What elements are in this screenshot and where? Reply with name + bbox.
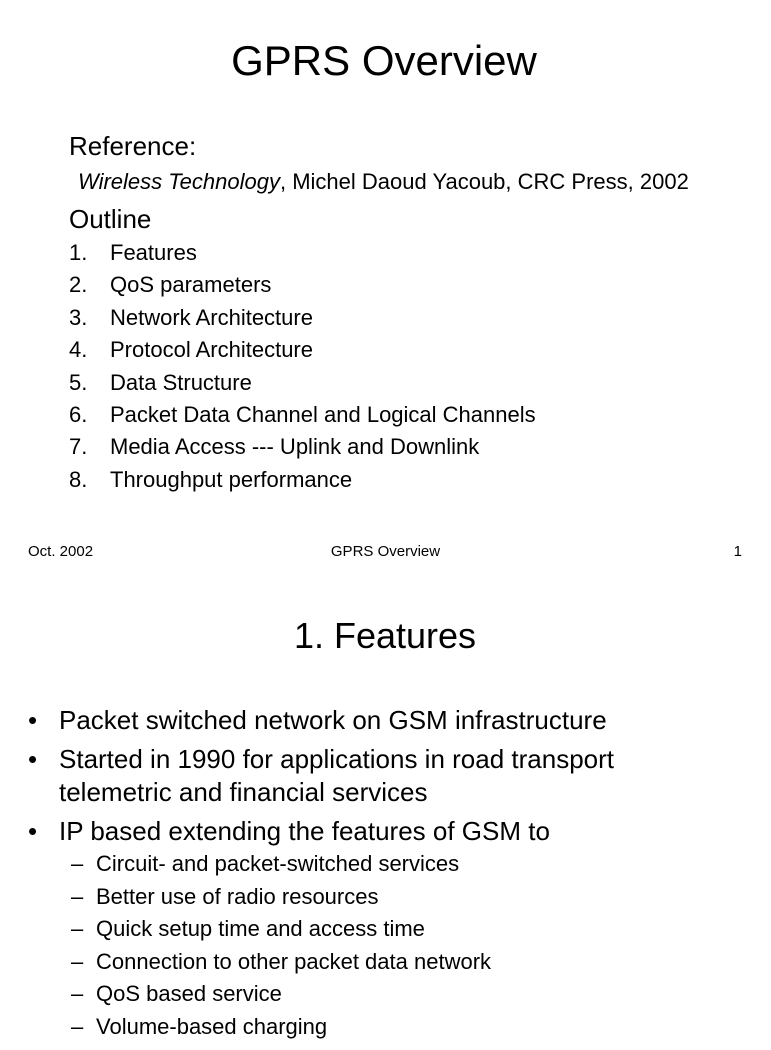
outline-text: Throughput performance: [110, 466, 353, 492]
sub-item-text: Better use of radio resources: [96, 883, 379, 909]
footer-title: GPRS Overview: [330, 543, 441, 560]
outline-item: [69, 400, 536, 432]
dash-icon: –: [71, 981, 84, 1007]
sub-item-text: Volume-based charging: [96, 1013, 328, 1039]
outline-item: [69, 368, 536, 400]
slide-2: [0, 580, 768, 1039]
bullet-text-continued: telemetric and financial services: [59, 777, 428, 807]
reference-book-title: Wireless Technology: [78, 169, 280, 194]
bullet-icon: •: [28, 744, 38, 774]
sub-item: [71, 946, 614, 979]
outline-item: [69, 432, 536, 464]
outline-list: [69, 238, 536, 497]
sub-item-text: Quick setup time and access time: [96, 916, 425, 942]
outline-item: [69, 335, 536, 367]
outline-number: 3.: [69, 304, 88, 330]
outline-text: Packet Data Channel and Logical Channels: [110, 401, 536, 427]
bullet-icon: •: [28, 816, 38, 846]
outline-text: QoS parameters: [110, 272, 272, 298]
sub-item-text: QoS based service: [96, 981, 282, 1007]
dash-icon: –: [71, 851, 84, 876]
sub-item: [71, 1011, 614, 1044]
reference-label: Reference:: [69, 131, 197, 161]
outline-item: [69, 303, 536, 335]
dash-icon: –: [71, 883, 84, 909]
dash-icon: –: [71, 1013, 84, 1039]
footer-page-number: 1: [733, 543, 742, 560]
outline-item: [69, 465, 536, 497]
outline-item: [69, 270, 536, 302]
outline-text: Data Structure: [110, 369, 252, 395]
bullet-list: [28, 704, 614, 1050]
outline-number: 8.: [69, 466, 88, 492]
sub-list: [71, 848, 614, 1044]
outline-number: 5.: [69, 369, 88, 395]
bullet-text: Packet switched network on GSM infrastructure: [59, 705, 607, 735]
reference-details: , Michel Daoud Yacoub, CRC Press, 2002: [279, 169, 689, 194]
sub-item-text: Connection to other packet data network: [96, 948, 492, 974]
bullet-icon: •: [28, 705, 38, 735]
outline-text: Features: [110, 240, 197, 265]
dash-icon: –: [71, 948, 84, 974]
sub-item: [71, 848, 614, 881]
reference-citation: [78, 168, 689, 196]
sub-item: [71, 881, 614, 914]
outline-number: 6.: [69, 401, 88, 427]
outline-number: 4.: [69, 337, 88, 363]
sub-item: [71, 978, 614, 1011]
slide-title: 1. Features: [293, 615, 477, 656]
bullet-item: [28, 815, 614, 1044]
footer-date: Oct. 2002: [28, 543, 94, 560]
bullet-text: IP based extending the features of GSM to: [59, 816, 550, 846]
outline-text: Protocol Architecture: [110, 337, 313, 363]
bullet-text: Started in 1990 for applications in road transport: [59, 744, 615, 774]
outline-number: 2.: [69, 272, 88, 298]
outline-item: [69, 238, 536, 270]
outline-text: Media Access --- Uplink and Downlink: [110, 434, 480, 460]
bullet-item: [28, 704, 614, 737]
dash-icon: –: [71, 916, 84, 942]
outline-number: 7.: [69, 434, 88, 460]
slide-title: GPRS Overview: [231, 37, 537, 84]
outline-text: Network Architecture: [110, 304, 313, 330]
sub-item: [71, 913, 614, 946]
outline-label: Outline: [69, 204, 152, 234]
outline-number: 1.: [69, 240, 88, 265]
sub-item-text: Circuit- and packet-switched services: [96, 851, 460, 876]
bullet-item: [28, 743, 614, 809]
